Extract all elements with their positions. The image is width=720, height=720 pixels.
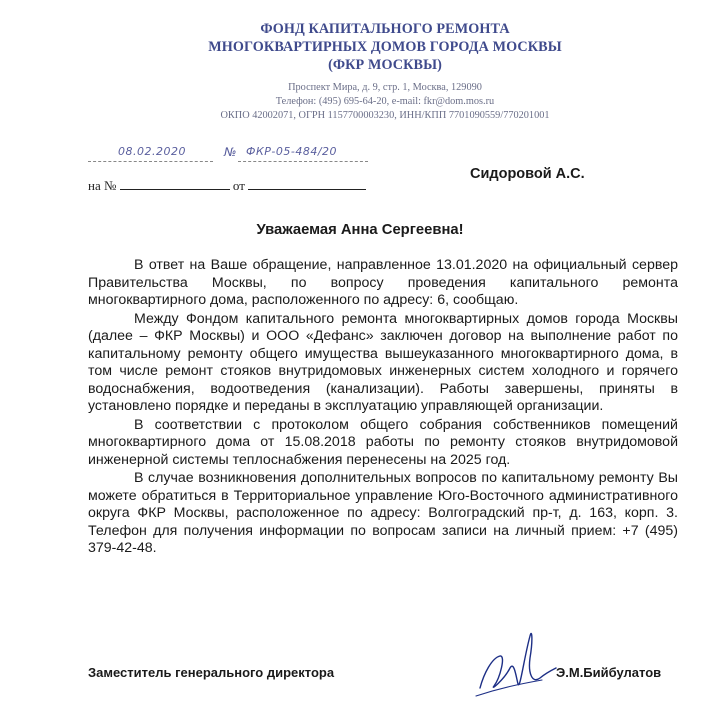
paragraph: В соответствии с протоколом общего собрания собственников помещений многоквартирного дома от 15.08.2018 работы по ремонту стояков внутридомовой инженерной системы теплоснабжения перенесены на 2025 год. bbox=[88, 416, 678, 468]
organization-title-line-2: МНОГОКВАРТИРНЫХ ДОМОВ ГОРОДА МОСКВЫ bbox=[208, 39, 562, 55]
handwritten-signature bbox=[470, 618, 560, 700]
paragraph: В случае возникновения дополнительных вопросов по капитальному ремонту Вы можете обратиться в Территориальное управление Юго-Восточного административного округа ФКР Москвы, расположенное по адресу: Волгоградский пр-т, д. 163, корп. 3. Телефон для получения информации по вопросам записи на личный прием: +7 (495) 379-42-48. bbox=[88, 470, 678, 556]
reference-prefix: на № bbox=[88, 178, 117, 193]
recipient: Сидоровой А.С. bbox=[470, 166, 585, 182]
organization-address: Проспект Мира, д. 9, стр. 1, Москва, 129090 bbox=[288, 82, 482, 93]
number-underline bbox=[238, 161, 368, 162]
organization-contacts bbox=[150, 81, 620, 123]
salutation: Уважаемая Анна Сергеевна! bbox=[256, 222, 464, 238]
organization-title-line-3: (ФКР МОСКВЫ) bbox=[328, 57, 442, 73]
outgoing-number: ФКР-05-484/20 bbox=[246, 145, 338, 158]
reference-date-blank bbox=[248, 179, 366, 190]
organization-registration: ОКПО 42002071, ОГРН 1157700003230, ИНН/КПП 7701090559/770201001 bbox=[220, 110, 550, 121]
reference-number-blank bbox=[120, 179, 230, 190]
signer-name: Э.М.Бийбулатов bbox=[556, 665, 662, 680]
paragraph: Между Фондом капитального ремонта многоквартирных домов города Москвы (далее – ФКР Москвы) и ООО «Дефанс» заключен договор на выполнение работ по капитальному ремонту общего имущества вышеуказанного многоквартирного дома, в том числе ремонт стояков внутридомовых инженерных систем холодного и горячего водоснабжения, водоотведения (канализации). Работы завершены, приняты в установлено порядке и переданы в эксплуатацию управляющей организации. bbox=[88, 310, 678, 414]
signer-position: Заместитель генерального директора bbox=[88, 665, 335, 680]
letter-body bbox=[88, 257, 678, 559]
date-underline bbox=[88, 161, 213, 162]
outgoing-number-sign: № bbox=[224, 145, 237, 159]
organization-phone-email: Телефон: (495) 695-64-20, e-mail: fkr@dom.mos.ru bbox=[275, 96, 495, 107]
outgoing-number-line bbox=[88, 143, 368, 165]
outgoing-date: 08.02.2020 bbox=[118, 145, 186, 158]
reference-from: от bbox=[232, 178, 245, 193]
reference-line bbox=[88, 178, 366, 194]
organization-title bbox=[170, 20, 600, 74]
paragraph: В ответ на Ваше обращение, направленное 13.01.2020 на официальный сервер Правительства Москвы, по вопросу проведения капитального ремонта многоквартирного дома, расположенного по адресу: 6, сообщаю. bbox=[88, 257, 678, 308]
organization-title-line-1: ФОНД КАПИТАЛЬНОГО РЕМОНТА bbox=[260, 21, 510, 37]
